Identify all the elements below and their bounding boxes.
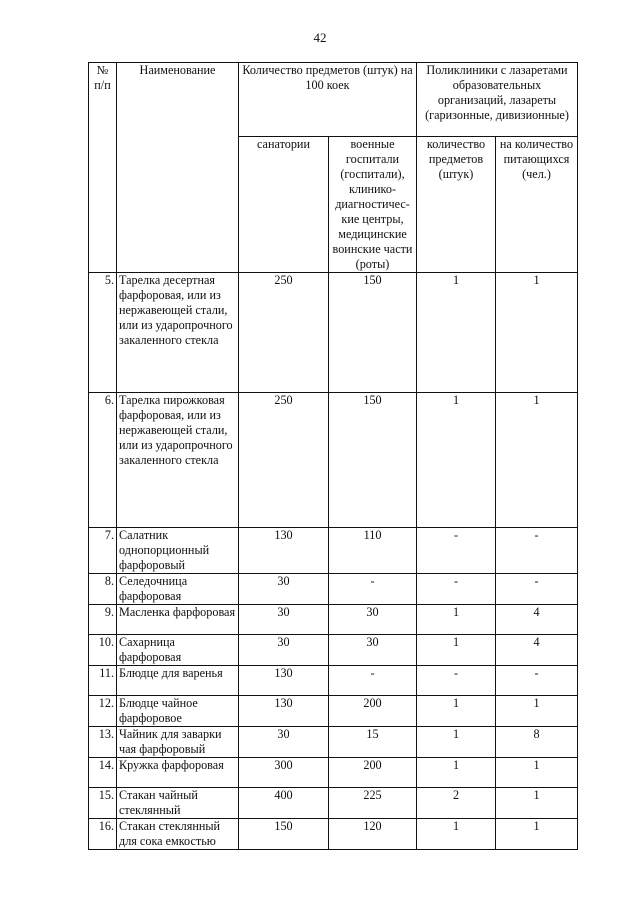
- row-name: Салатник однопорционный фарфоровый: [117, 528, 239, 574]
- row-clinic-qty: 2: [417, 788, 496, 819]
- row-name: Блюдце для варенья: [117, 666, 239, 696]
- row-sanatoria: 30: [239, 574, 329, 605]
- row-name: Блюдце чайное фарфоровое: [117, 696, 239, 727]
- table-row: [89, 727, 578, 758]
- row-num: 8.: [89, 574, 117, 605]
- header-qty-group: Количество предметов (штук) на 100 коек: [239, 63, 417, 137]
- row-clinic-per: -: [496, 528, 578, 574]
- row-clinic-qty: -: [417, 574, 496, 605]
- row-clinic-qty: -: [417, 528, 496, 574]
- row-sanatoria: 30: [239, 635, 329, 666]
- row-hospitals: -: [329, 666, 417, 696]
- row-name: Селедочница фарфоровая: [117, 574, 239, 605]
- row-num: 14.: [89, 758, 117, 788]
- row-name: Масленка фарфоровая: [117, 605, 239, 635]
- row-clinic-qty: 1: [417, 273, 496, 393]
- row-hospitals: 200: [329, 758, 417, 788]
- row-sanatoria: 150: [239, 819, 329, 850]
- table-row: [89, 528, 578, 574]
- table-row: [89, 758, 578, 788]
- row-hospitals: 30: [329, 605, 417, 635]
- row-name: Тарелка десертная фарфоровая, или из нержавеющей стали, или из ударопрочного закаленного стекла: [117, 273, 239, 393]
- table-row: [89, 393, 578, 528]
- row-num: 15.: [89, 788, 117, 819]
- row-clinic-per: 4: [496, 635, 578, 666]
- row-hospitals: 200: [329, 696, 417, 727]
- row-name: Стакан стеклянный для сока емкостью: [117, 819, 239, 850]
- row-name: Сахарница фарфоровая: [117, 635, 239, 666]
- row-hospitals: 30: [329, 635, 417, 666]
- table-row: [89, 605, 578, 635]
- header-sanatoria: санатории: [239, 137, 329, 273]
- table-row: [89, 635, 578, 666]
- row-clinic-per: 1: [496, 819, 578, 850]
- header-name: Наименование: [117, 63, 239, 273]
- table-row: [89, 273, 578, 393]
- page-number: 42: [313, 30, 327, 45]
- row-sanatoria: 30: [239, 727, 329, 758]
- row-clinic-qty: 1: [417, 696, 496, 727]
- row-clinic-per: -: [496, 574, 578, 605]
- row-name: Кружка фарфоровая: [117, 758, 239, 788]
- row-clinic-per: 8: [496, 727, 578, 758]
- row-clinic-qty: 1: [417, 635, 496, 666]
- row-hospitals: 120: [329, 819, 417, 850]
- row-hospitals: 150: [329, 273, 417, 393]
- row-clinic-qty: 1: [417, 605, 496, 635]
- row-name: Чайник для заварки чая фарфоровый: [117, 727, 239, 758]
- row-num: 11.: [89, 666, 117, 696]
- row-clinic-per: 4: [496, 605, 578, 635]
- row-sanatoria: 300: [239, 758, 329, 788]
- row-sanatoria: 400: [239, 788, 329, 819]
- row-clinic-per: 1: [496, 393, 578, 528]
- row-clinic-per: 1: [496, 788, 578, 819]
- table-row: [89, 819, 578, 850]
- row-hospitals: 225: [329, 788, 417, 819]
- row-num: 7.: [89, 528, 117, 574]
- table-row: [89, 788, 578, 819]
- row-clinic-qty: 1: [417, 819, 496, 850]
- row-num: 9.: [89, 605, 117, 635]
- row-num: 13.: [89, 727, 117, 758]
- row-name: Тарелка пирожковая фарфоровая, или из нержавеющей стали, или из ударопрочного закаленного стекла: [117, 393, 239, 528]
- row-hospitals: -: [329, 574, 417, 605]
- row-sanatoria: 130: [239, 666, 329, 696]
- row-clinic-per: 1: [496, 758, 578, 788]
- header-clinic-qty: количество предметов (штук): [417, 137, 496, 273]
- header-hospitals: военные госпитали (госпитали), клинико-диагностичес-кие центры, медицинские воинские части (роты): [329, 137, 417, 273]
- row-num: 12.: [89, 696, 117, 727]
- row-clinic-qty: 1: [417, 758, 496, 788]
- table-row: [89, 666, 578, 696]
- row-clinic-qty: 1: [417, 727, 496, 758]
- row-clinic-per: 1: [496, 696, 578, 727]
- row-sanatoria: 250: [239, 273, 329, 393]
- row-sanatoria: 250: [239, 393, 329, 528]
- header-clinic-group: Поликлиники с лазаретами образовательных организаций, лазареты (гаризонные, дивизионные): [417, 63, 578, 137]
- row-clinic-per: 1: [496, 273, 578, 393]
- row-name: Стакан чайный стеклянный: [117, 788, 239, 819]
- row-clinic-qty: -: [417, 666, 496, 696]
- row-num: 5.: [89, 273, 117, 393]
- row-hospitals: 110: [329, 528, 417, 574]
- row-num: 6.: [89, 393, 117, 528]
- row-clinic-per: -: [496, 666, 578, 696]
- equipment-table: [88, 62, 578, 850]
- row-sanatoria: 30: [239, 605, 329, 635]
- row-num: 16.: [89, 819, 117, 850]
- row-hospitals: 15: [329, 727, 417, 758]
- header-clinic-per: на количество питающихся (чел.): [496, 137, 578, 273]
- row-clinic-qty: 1: [417, 393, 496, 528]
- row-hospitals: 150: [329, 393, 417, 528]
- row-num: 10.: [89, 635, 117, 666]
- table-row: [89, 696, 578, 727]
- row-sanatoria: 130: [239, 528, 329, 574]
- table-row: [89, 574, 578, 605]
- row-sanatoria: 130: [239, 696, 329, 727]
- header-num: № п/п: [89, 63, 117, 273]
